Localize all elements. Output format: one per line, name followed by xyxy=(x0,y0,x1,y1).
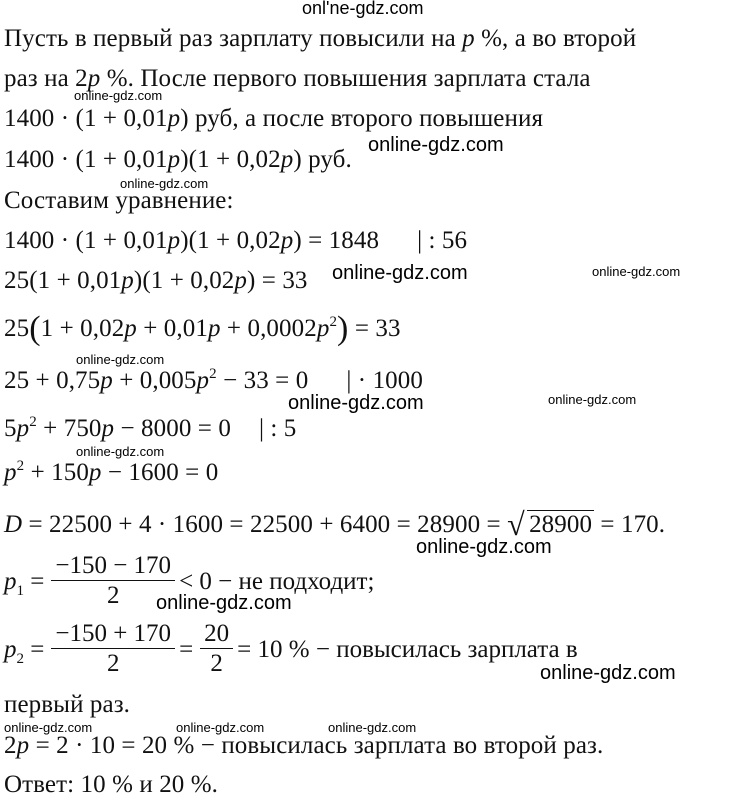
discriminant-line: D = 22500 + 4 · 1600 = 22500 + 6400 = 28900 = √ 28900 = 170. xyxy=(4,510,665,540)
answer-line: Ответ: 10 % и 20 %. xyxy=(4,771,219,798)
watermark-15: online-gdz.com xyxy=(328,720,417,735)
root-1-line: $p_1$ = $\frac{-150 - 170}{2}$ < 0 − не подходит; xyxy=(4,552,375,609)
text-line-2: раз на 2p %. После первого повышения зарплата стала xyxy=(4,65,591,92)
root-2-line: $p_2$ = $\frac{-150 + 170}{2}$ = $\frac{20}{2}$ = 10 % − повысилась зарплата в xyxy=(4,620,578,677)
watermark-11: online-gdz.com xyxy=(156,592,292,614)
watermark-6: online-gdz.com xyxy=(76,352,165,367)
watermark-1: online-gdz.com xyxy=(74,88,163,103)
watermark-8: online-gdz.com xyxy=(548,392,637,407)
text-line-3: 1400 · (1 + 0,01p) руб, а после второго повышения xyxy=(4,105,544,132)
equation-line-8: $25(1 + 0,02p + 0,01p + 0,0002p^2) = 33$ xyxy=(4,310,401,347)
text-line-15: первый раз. xyxy=(4,691,131,718)
text-line-5: Составим уравнение: xyxy=(4,187,234,214)
equation-line-10: $5p^2 + 750p - 8000 = 0$ | : 5 xyxy=(4,414,297,442)
watermark-10: online-gdz.com xyxy=(416,536,552,558)
watermark-2: online-gdz.com xyxy=(368,134,504,156)
watermark-3: online-gdz.com xyxy=(120,176,209,191)
watermark-7: online-gdz.com xyxy=(288,392,424,414)
text-line-16: 2p = 2 · 10 = 20 % − повысилась зарплата во второй раз. xyxy=(4,732,604,759)
equation-line-6: 1400 · (1 + 0,01p)(1 + 0,02p) = 1848 | : 56 xyxy=(4,227,468,254)
equation-line-11: $p^2 + 150p - 1600 = 0$ xyxy=(4,458,219,486)
equation-line-9: $25 + 0,75p + 0,005p^2 - 33 = 0$ | · 1000 xyxy=(4,366,423,394)
watermark-13: online-gdz.com xyxy=(4,720,93,735)
watermark-12: online-gdz.com xyxy=(540,662,676,684)
watermark-4: online-gdz.com xyxy=(332,262,468,284)
watermark-9: online-gdz.com xyxy=(76,444,165,459)
equation-line-7: 25(1 + 0,01p)(1 + 0,02p) = 33 xyxy=(4,267,308,294)
text-line-4: 1400 · (1 + 0,01p)(1 + 0,02p) руб. xyxy=(4,146,352,173)
watermark-top: onl'ne-gdz.com xyxy=(302,0,424,18)
watermark-5: online-gdz.com xyxy=(592,264,681,279)
text-line-1: Пусть в первый раз зарплату повысили на p %, а во второй xyxy=(4,25,637,52)
watermark-14: online-gdz.com xyxy=(176,720,265,735)
